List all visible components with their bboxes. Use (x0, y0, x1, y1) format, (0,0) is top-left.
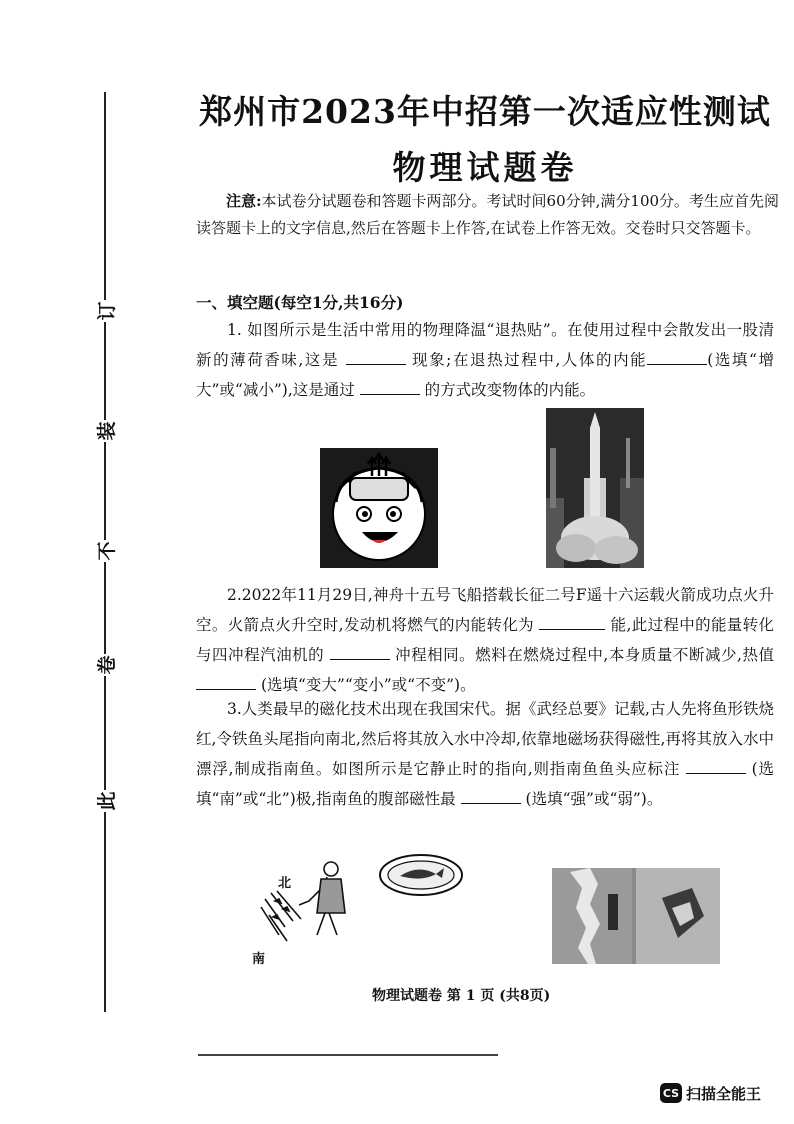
notice-text: 本试卷分试题卷和答题卡两部分。考试时间60分钟,满分100分。考生应首先阅读答题卡上的文字信息,然后在答题卡上作答,在试卷上作答无效。交卷时只交答题卡。 (196, 192, 780, 237)
answer-blank[interactable] (539, 613, 605, 630)
page-footer: 物理试题卷 第 1 页 (共8页) (372, 988, 551, 1004)
binding-margin-char: 订 (96, 301, 118, 321)
q2-text-2: 能,此过程中的能量转化与四冲程汽油机的 (196, 616, 774, 664)
bottom-rule (198, 1054, 498, 1056)
scanner-watermark (660, 1082, 761, 1104)
rocket-launch-photo (546, 408, 644, 568)
q2-text-1: 2.2022年11月29日,神舟十五号飞船搭载长征二号F遥十六运载火箭成功点火升空。火箭点火升空时,发动机将燃气的内能转化为 (196, 586, 774, 634)
binding-margin-char: 不 (96, 541, 118, 561)
q2-text-3: 冲程相同。燃料在燃烧过程中,本身质量不断减少,热值 (395, 646, 774, 664)
notice-label: 注意: (226, 192, 262, 210)
answer-blank[interactable] (330, 643, 390, 660)
compass-fish-photos (552, 868, 720, 964)
exam-title: 郑州市2023年中招第一次适应性测试 (199, 92, 771, 131)
section-heading: 一、填空题(每空1分,共16分) (196, 293, 404, 312)
scanner-logo-icon: CS (660, 1083, 682, 1103)
binding-margin-char: 此 (96, 791, 118, 811)
answer-blank[interactable] (360, 378, 420, 395)
answer-blank[interactable] (686, 757, 746, 774)
exam-notice (196, 188, 781, 242)
bowl-fish-figure (378, 852, 464, 898)
q1-text-2: 现象;在退热过程中,人体的内能 (412, 351, 648, 369)
q1-text-3: (选填“增大”或“减小”),这是通过 (196, 351, 774, 399)
question-2 (196, 580, 774, 700)
q1-text-4: 的方式改变物体的内能。 (424, 381, 596, 399)
cooling-patch-figure (320, 448, 438, 568)
south-label: 南 (252, 952, 266, 967)
answer-blank[interactable] (196, 673, 256, 690)
answer-blank[interactable] (346, 348, 406, 365)
exam-subtitle: 物理试题卷 (392, 148, 578, 187)
answer-blank[interactable] (647, 348, 707, 365)
person-compass-figure (255, 855, 365, 955)
q3-text-3: (选填“强”或“弱”)。 (525, 790, 663, 808)
binding-margin-char: 装 (96, 421, 118, 441)
scanner-name: 扫描全能王 (686, 1084, 762, 1103)
q3-text-1: 3.人类最早的磁化技术出现在我国宋代。据《武经总要》记载,古人先将鱼形铁烧红,令铁鱼头尾指向南北,然后将其放入水中冷却,依靠地磁场获得磁性,再将其放入水中漂浮,制成指南鱼。如图所示是它静止时的指向,则指南鱼鱼头应标注 (196, 700, 774, 778)
question-3 (196, 694, 774, 814)
question-1 (196, 315, 774, 405)
answer-blank[interactable] (461, 787, 521, 804)
q3-text-2: (选填“南”或“北”)极,指南鱼的腹部磁性最 (196, 760, 774, 808)
north-label: 北 (278, 876, 292, 891)
binding-margin-char: 卷 (96, 655, 118, 675)
q2-text-4: (选填“变大”“变小”或“不变”)。 (260, 676, 476, 694)
q1-text-1: 1. 如图所示是生活中常用的物理降温“退热贴”。在使用过程中会散发出一股清新的薄荷香味,这是 (196, 321, 774, 369)
